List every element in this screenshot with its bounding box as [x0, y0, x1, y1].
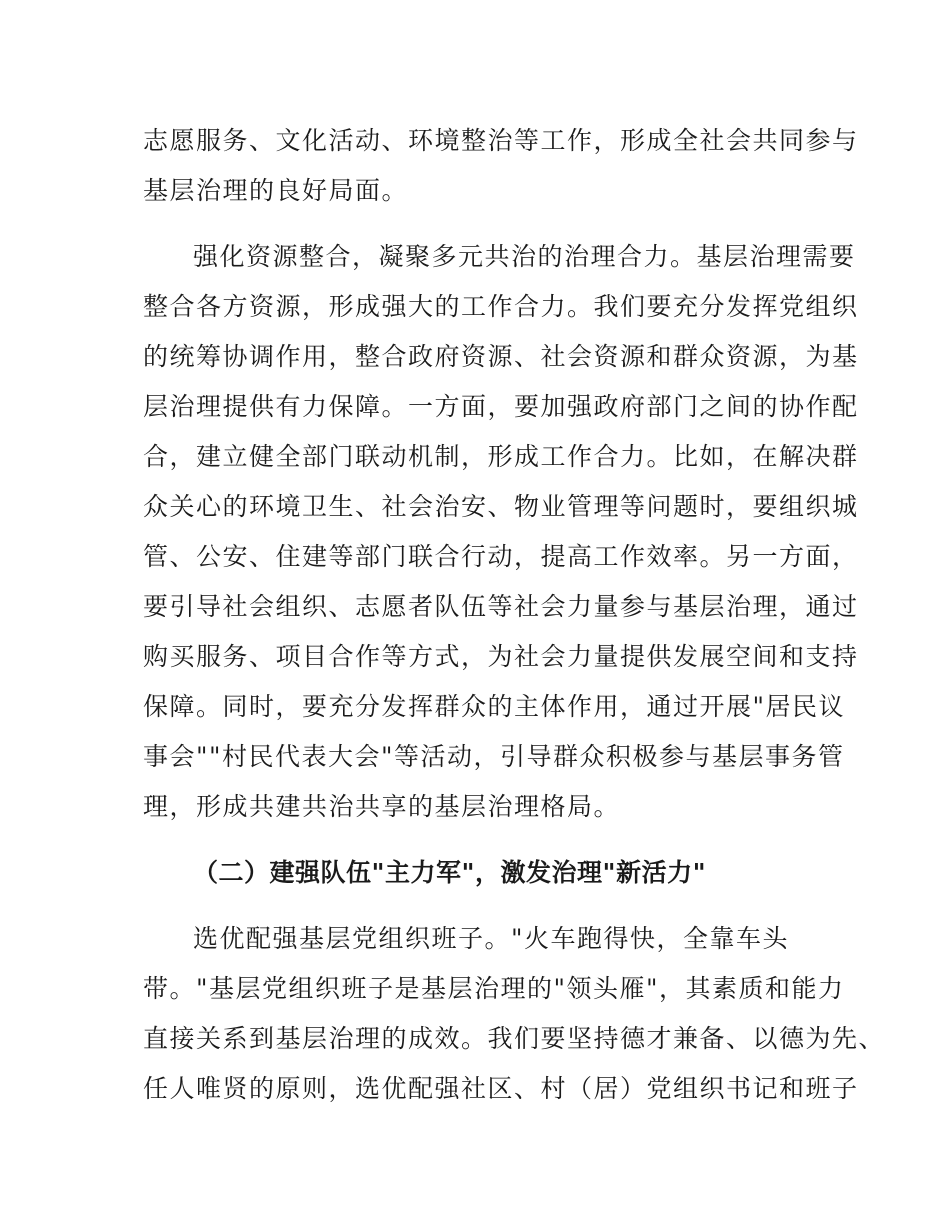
paragraph-2-line-5: 合，建立健全部门联动机制，形成工作合力。比如，在解决群 [143, 442, 859, 471]
paragraph-2-line-8: 要引导社会组织、志愿者队伍等社会力量参与基层治理，通过 [143, 592, 859, 621]
paragraph-2-line-10: 保障。同时，要充分发挥群众的主体作用，通过开展"居民议 [143, 692, 846, 721]
paragraph-3-line-2: 带。"基层党组织班子是基层治理的"领头雁"，其素质和能力 [143, 974, 845, 1003]
paragraph-2-line-12: 理，形成共建共治共享的基层治理格局。 [143, 792, 621, 821]
paragraph-2-line-7: 管、公安、住建等部门联合行动，提高工作效率。另一方面， [143, 542, 859, 571]
paragraph-2-line-2: 整合各方资源，形成强大的工作合力。我们要充分发挥党组织 [143, 292, 859, 321]
paragraph-2-line-11: 事会""村民代表大会"等活动，引导群众积极参与基层事务管 [143, 742, 845, 771]
paragraph-2-line-9: 购买服务、项目合作等方式，为社会力量提供发展空间和支持 [143, 642, 859, 671]
paragraph-3-line-4: 任人唯贤的原则，选优配强社区、村（居）党组织书记和班子 [143, 1074, 859, 1103]
paragraph-2-line-6: 众关心的环境卫生、社会治安、物业管理等问题时，要组织城 [143, 492, 859, 521]
paragraph-2-line-4: 层治理提供有力保障。一方面，要加强政府部门之间的协作配 [143, 392, 859, 421]
paragraph-3-line-1: 选优配强基层党组织班子。"火车跑得快，全靠车头 [193, 924, 790, 953]
paragraph-1-line-1: 志愿服务、文化活动、环境整治等工作，形成全社会共同参与 [143, 126, 859, 155]
paragraph-1-line-2: 基层治理的良好局面。 [143, 176, 409, 205]
paragraph-2-line-1: 强化资源整合，凝聚多元共治的治理合力。基层治理需要 [193, 242, 856, 271]
paragraph-3-line-3: 直接关系到基层治理的成效。我们要坚持德才兼备、以德为先、 [143, 1024, 886, 1053]
paragraph-2-line-3: 的统筹协调作用，整合政府资源、社会资源和群众资源，为基 [143, 342, 859, 371]
section-heading: （二）建强队伍"主力军"，激发治理"新活力" [193, 858, 707, 887]
